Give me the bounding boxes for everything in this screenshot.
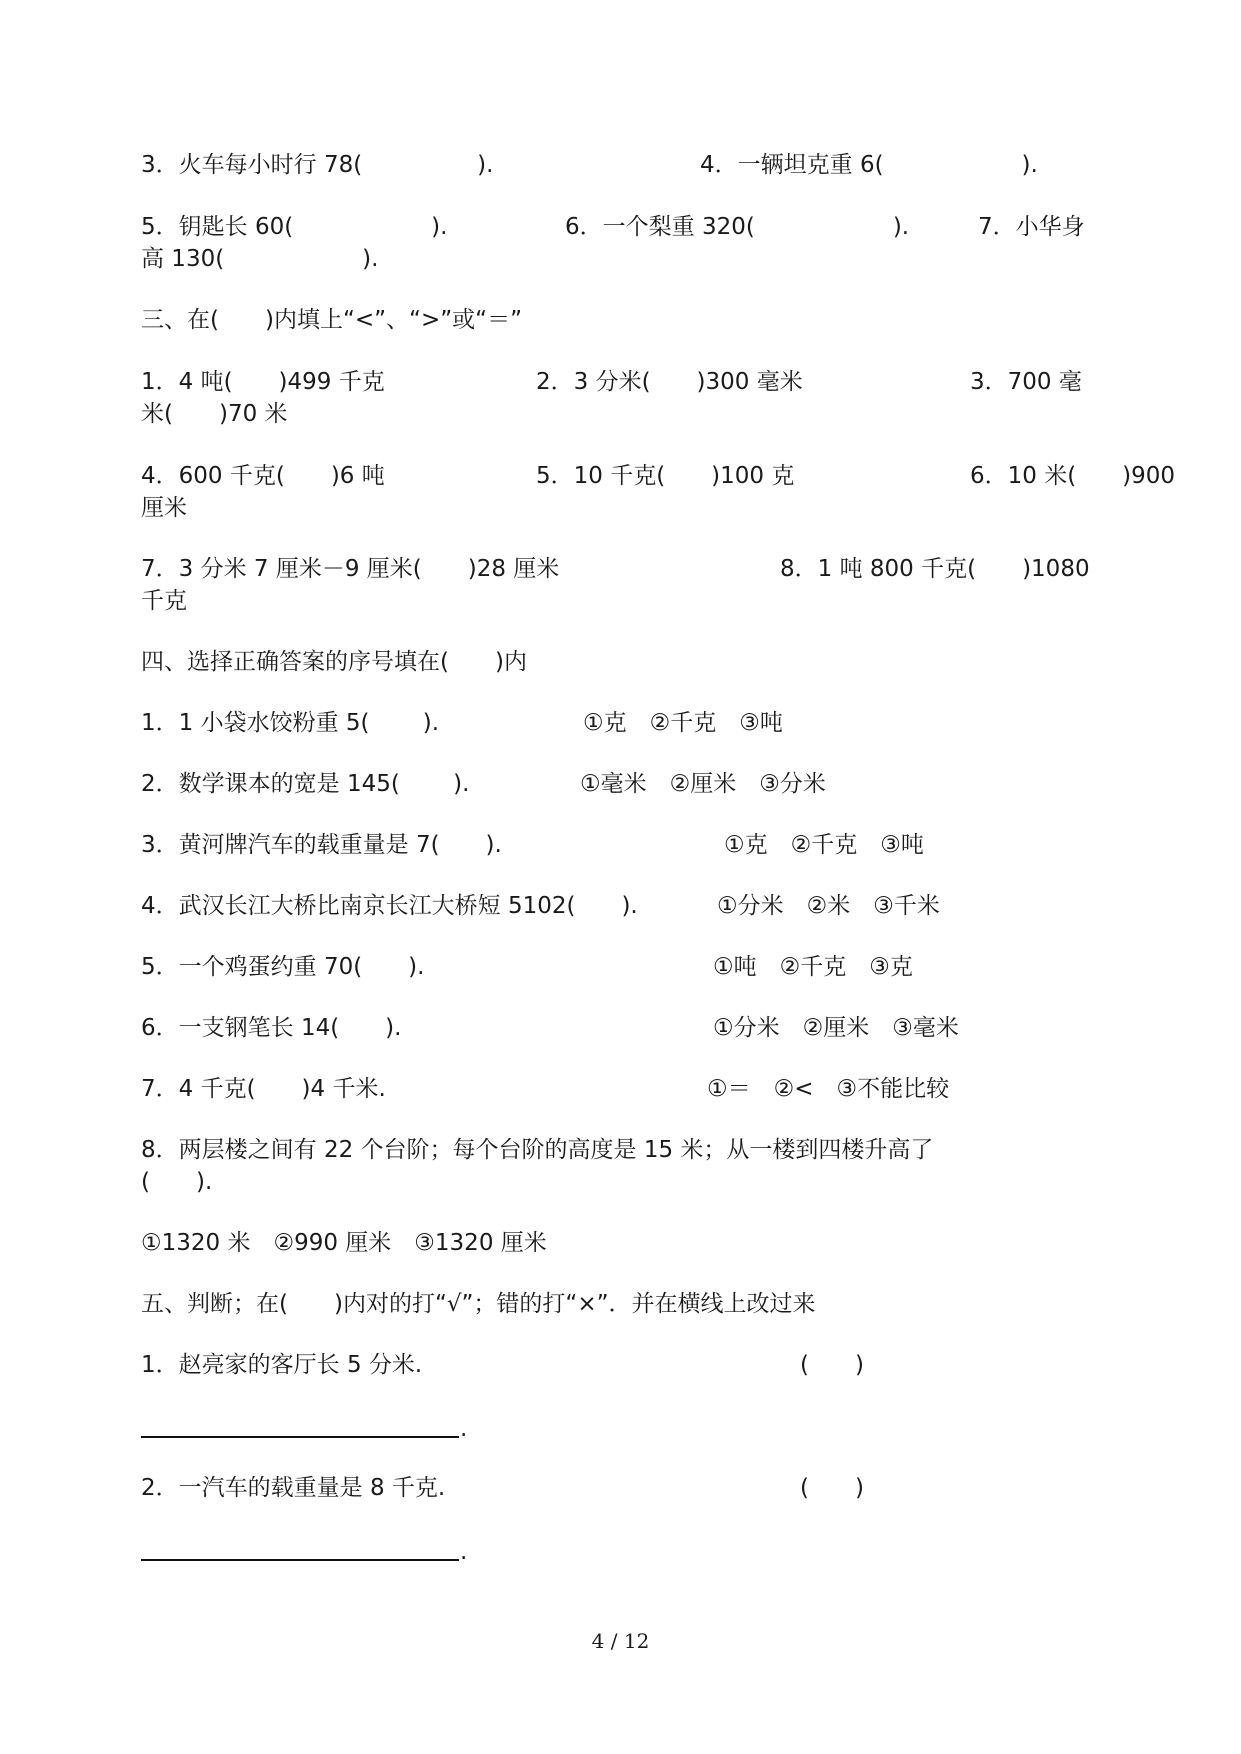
page-number: 4 / 12 [591, 1629, 650, 1653]
s4-q2-options: ①毫米 ②厘米 ③分米 [580, 771, 826, 797]
s4-q2: 2．数学课本的宽是 145( ). [141, 771, 470, 797]
s5-q2-correction-line[interactable] [141, 1559, 459, 1561]
s4-q6-options: ①分米 ②厘米 ③毫米 [713, 1015, 959, 1041]
s2-q3: 3．火车每小时行 78( ). [141, 152, 494, 178]
s5-q2-answer-paren[interactable]: ( ) [800, 1475, 864, 1501]
s2-q4: 4．一辆坦克重 6( ). [700, 152, 1038, 178]
s3-q6-part2: 厘米 [141, 495, 187, 521]
s4-q5: 5．一个鸡蛋约重 70( ). [141, 954, 425, 980]
s2-q6: 6．一个梨重 320( ). [565, 214, 910, 240]
section5-heading: 五、判断；在( )内对的打“√”；错的打“×”．并在横线上改过来 [141, 1291, 816, 1317]
s3-q2: 2．3 分米( )300 毫米 [536, 369, 803, 395]
s3-q6-part1: 6．10 米( )900 [970, 463, 1176, 489]
s5-q2: 2．一汽车的载重量是 8 千克. [141, 1475, 446, 1501]
s4-q4: 4．武汉长江大桥比南京长江大桥短 5102( ). [141, 893, 638, 919]
s3-q8-part1: 8．1 吨 800 千克( )1080 [780, 556, 1090, 582]
s3-q3-part2: 米( )70 米 [141, 401, 288, 427]
s4-q6: 6．一支钢笔长 14( ). [141, 1015, 402, 1041]
s4-q3-options: ①克 ②千克 ③吨 [724, 832, 924, 858]
s5-q1-answer-paren[interactable]: ( ) [800, 1352, 864, 1378]
s4-q7: 7．4 千克( )4 千米. [141, 1076, 386, 1102]
s3-q8-part2: 千克 [141, 588, 187, 614]
section4-heading: 四、选择正确答案的序号填在( )内 [141, 649, 527, 675]
s2-q7-part1: 7．小华身 [978, 214, 1085, 240]
s4-q1: 1．1 小袋水饺粉重 5( ). [141, 710, 440, 736]
s5-q1: 1．赵亮家的客厅长 5 分米. [141, 1352, 423, 1378]
s4-q7-options: ①＝ ②< ③不能比较 [707, 1076, 950, 1102]
s4-q5-options: ①吨 ②千克 ③克 [713, 954, 913, 980]
s4-q1-options: ①克 ②千克 ③吨 [583, 710, 783, 736]
s4-q4-options: ①分米 ②米 ③千米 [717, 893, 940, 919]
s3-q4: 4．600 千克( )6 吨 [141, 463, 385, 489]
s5-q1-correction-line[interactable] [141, 1436, 459, 1438]
s3-q1: 1．4 吨( )499 千克 [141, 369, 385, 395]
s4-q3: 3．黄河牌汽车的载重量是 7( ). [141, 832, 502, 858]
s3-q5: 5．10 千克( )100 克 [536, 463, 795, 489]
s3-q3-part1: 3．700 毫 [970, 369, 1082, 395]
s4-q8-line2: ( ). [141, 1169, 213, 1195]
s5-q2-period: . [460, 1539, 468, 1565]
s4-q8-options: ①1320 米 ②990 厘米 ③1320 厘米 [141, 1230, 547, 1256]
s3-q7: 7．3 分米 7 厘米－9 厘米( )28 厘米 [141, 556, 560, 582]
s2-q5: 5．钥匙长 60( ). [141, 214, 448, 240]
section3-heading: 三、在( )内填上“<”、“>”或“＝” [141, 307, 522, 333]
s5-q1-period: . [460, 1416, 468, 1442]
s4-q8-line1: 8．两层楼之间有 22 个台阶；每个台阶的高度是 15 米；从一楼到四楼升高了 [141, 1137, 934, 1163]
s2-q7-part2: 高 130( ). [141, 246, 379, 272]
